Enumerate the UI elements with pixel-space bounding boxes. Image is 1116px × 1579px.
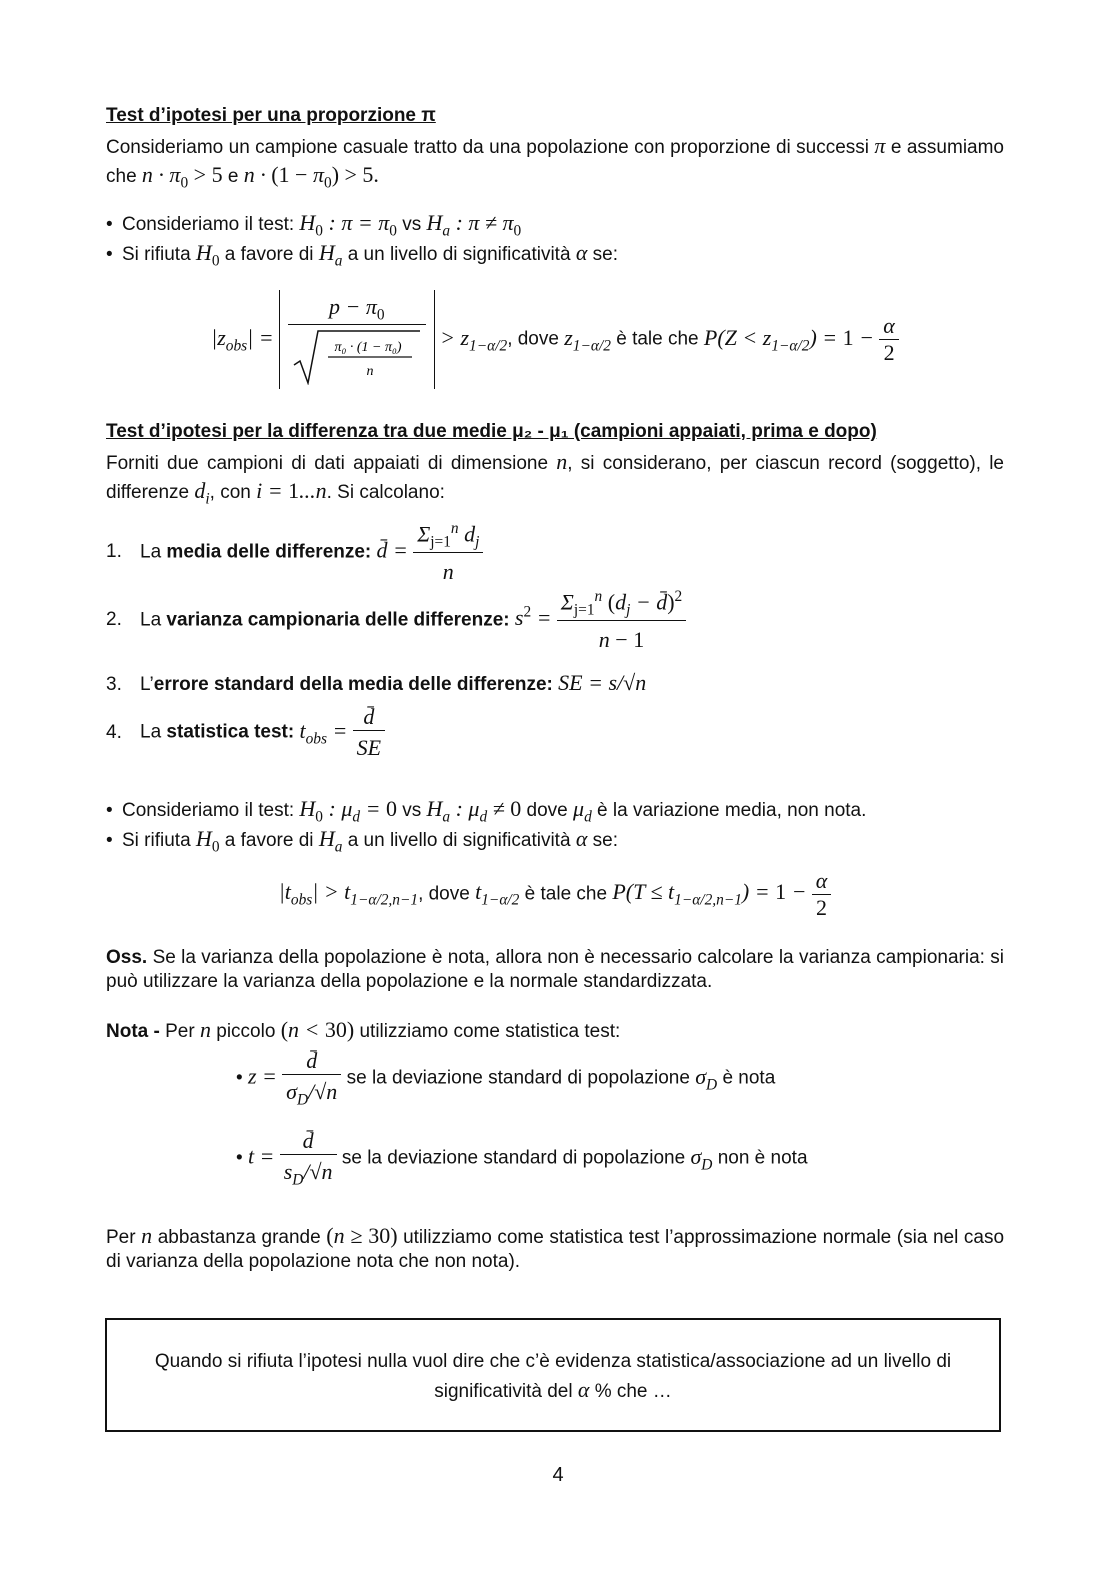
item-test-statistic: 4. La statistica test: $t_{obs}$ = $\frac{d̄}{SE}$ bbox=[106, 704, 1004, 761]
z-test-formula: $|z_{obs}|$ = $p - \pi_0$ π₀ · (1 − π₀) n > $z_{1-\alpha/2}$, dove $z_{1-\alpha/2}$ è tale che $P(Z < z_{1-\alpha/2}) = 1$ − $\frac{\alpha}{2}$ bbox=[106, 290, 1004, 390]
item-sample-variance: 2. La varianza campionaria delle differenze: $s^2$ = $\frac{\Sigma_{j=1}^n (d_j - d̄)^2}{n - 1}$ bbox=[106, 588, 1004, 653]
section2-bullet-test: • Consideriamo il test: $H_0$ : $\mu_d = 0$ vs $H_a$ : $\mu_d \ne 0$ dove $\mu_d$ è la variazione media, non nota. bbox=[106, 796, 867, 826]
item-standard-error: 3. L’errore standard della media delle differenze: SE = s/√n bbox=[106, 670, 647, 695]
section1-title: Test d’ipotesi per una proporzione π bbox=[106, 105, 436, 126]
section2-title: Test d’ipotesi per la differenza tra due medie μ₂ - μ₁ (campioni appaiati, prima e dopo) bbox=[106, 421, 877, 442]
section1-bullet-test: • Consideriamo il test: $H_0$ : $\pi = \pi_0$ vs $H_a$ : $\pi \ne \pi_0$ bbox=[106, 210, 522, 240]
t-test-formula: $|t_{obs}| > t_{1-\alpha/2,n-1}$, dove $t_{1-\alpha/2}$ è tale che $P(T \le t_{1-\alpha/2,n-1}) = 1$ − $\frac{\alpha}{2}$ bbox=[106, 868, 1004, 921]
nota-item-known-sigma: • z = $\frac{d̄}{\sigma_D/√n}$ se la deviazione standard di popolazione $\sigma_D$ è nota bbox=[236, 1048, 776, 1109]
large-n-paragraph: Per n abbastanza grande (n ≥ 30) utilizziamo come statistica test l’approssimazione normale (sia nel caso di varianza della popolazione nota che non nota). bbox=[106, 1223, 1005, 1272]
svg-text:n: n bbox=[366, 364, 374, 380]
section2-intro: Forniti due campioni di dati appaiati di dimensione n, si considerano, per ciascun record (soggetto), le differenze $d_i$, con i = 1...n. Si calcolano: bbox=[106, 449, 1005, 508]
section1-intro: Consideriamo un campione casuale tratto da una popolazione con proporzione di successi π e assumiamo che $n \cdot \pi_0 > 5$ e $n \cdot (1 - \pi_0) > 5$. bbox=[106, 133, 1004, 192]
section1-bullet-reject: • Si rifiuta $H_0$ a favore di $H_a$ a un livello di significatività α se: bbox=[106, 240, 619, 270]
sqrt-symbol bbox=[292, 329, 422, 385]
page-number: 4 bbox=[552, 1464, 564, 1486]
item-mean-differences: 1. La media delle differenze: d̄ = $\frac{\Sigma_{j=1}^n d_j}{n}$ bbox=[106, 520, 1004, 585]
svg-text:π₀ · (1 − π₀): π₀ · (1 − π₀) bbox=[334, 340, 402, 356]
oss-paragraph: Oss. Se la varianza della popolazione è nota, allora non è necessario calcolare la varianza campionaria: si può utilizzare la varianza della popolazione e la normale standardizzata. bbox=[106, 947, 1004, 992]
nota-paragraph: Nota - Per n piccolo (n < 30) utilizziamo come statistica test: bbox=[106, 1017, 621, 1042]
section2-bullet-reject: • Si rifiuta $H_0$ a favore di $H_a$ a un livello di significatività α se: bbox=[106, 826, 619, 856]
nota-item-unknown-sigma: • t = $\frac{d̄}{s_D/√n}$ se la deviazione standard di popolazione $\sigma_D$ non è nota bbox=[236, 1128, 808, 1189]
note-box: Quando si rifiuta l’ipotesi nulla vuol dire che c’è evidenza statistica/associazione ad un livello di significatività del α % che … bbox=[105, 1318, 1001, 1432]
